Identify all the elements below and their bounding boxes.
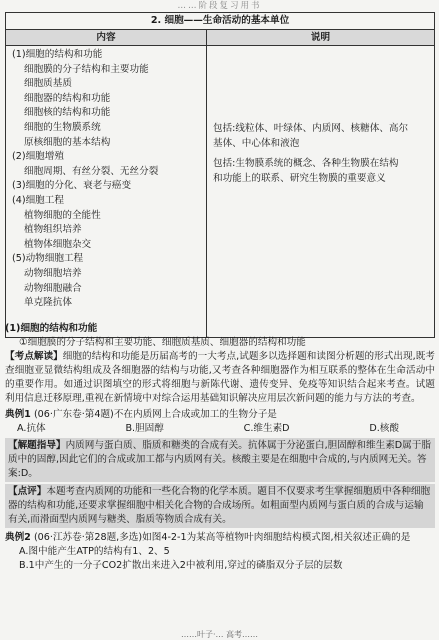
content-cell <box>6 46 207 338</box>
option-a: A.抗体 <box>17 423 46 435</box>
content-line: 植物体细胞杂交 <box>24 238 92 250</box>
example-1-source: (06·广东卷·第4题) <box>33 409 114 421</box>
content-line: (2)细胞增殖 <box>12 151 64 163</box>
content-list <box>12 48 202 311</box>
analysis-line: 分析题的形式出现,既考查细胞亚显微结构组成及各细胞器的结构与功能,又考查各 <box>5 350 435 376</box>
content-line: 细胞器的结构和功能 <box>24 92 111 104</box>
guide-line: 核酸主要是在细胞中合成的,与内质网无关。答案:D。 <box>8 454 427 480</box>
content-line: (3)细胞的分化、衰老与癌变 <box>12 180 132 192</box>
example-2-source: (06·江苏卷·第28题,多选) <box>33 531 143 543</box>
analysis-line: 种细胞器作为相互联系的整体在生命活动中的重要作用。如通过识图填空的形式将 <box>5 364 435 390</box>
content-line: 原核细胞的基本结构 <box>24 136 111 148</box>
analysis-para <box>5 350 435 406</box>
analysis-line: 视在新情境中对综合运用基础知识解决应用层次新问题的能力与方法的考查。 <box>94 392 421 404</box>
content-line: 细胞周期、有丝分裂、无丝分裂 <box>24 165 159 177</box>
guide-label: 【解题指导】 <box>8 440 66 452</box>
subhead-1: (1)细胞的结构和功能 <box>5 323 98 334</box>
header-band: ……阶段复习用书 <box>177 1 262 11</box>
column-header-content: 内容 <box>6 30 207 46</box>
content-line: 细胞质基质 <box>24 78 72 90</box>
option-b: B.胆固醇 <box>125 423 164 435</box>
review-label: 【点评】 <box>8 485 47 497</box>
syllabus-table <box>5 12 435 338</box>
example-2-option-b: B.1中产生的一分子CO2扩散出来进入2中被利用,穿过的磷脂双分子层的层数 <box>19 559 343 571</box>
content-line: 细胞膜的分子结构和主要功能 <box>24 63 149 75</box>
guide-box <box>5 438 435 482</box>
body-text <box>5 322 435 572</box>
option-d: D.核酸 <box>369 423 399 435</box>
desc-line: 包括:生物膜系统的概念、各种生物膜在结构 <box>213 158 399 170</box>
example-2-stem: 构模式图,相关叙述正确的是 <box>292 531 411 543</box>
guide-line: 白,胆固醇和维生素D属于脂质中的固醇,因此它们的合成或加工都与内质网有关。 <box>8 440 431 466</box>
example-1-stem: 不在内质网上合成或加工的生物分子是 <box>113 409 277 421</box>
content-line: 细胞的生物膜系统 <box>24 121 101 133</box>
subhead-2: ①细胞膜的分子结构和主要功能、细胞质基质、细胞器的结构和功能 <box>19 336 306 348</box>
content-line: 单克隆抗体 <box>24 297 72 309</box>
example-2-option-a: A.图中能产生ATP的结构有1、2、5 <box>19 545 170 557</box>
analysis-label: 【考点解读】 <box>5 350 63 362</box>
desc-line: 基体、中心体和液泡 <box>213 137 300 149</box>
example-2-stem: 如图4-2-1为某高等植物叶肉细胞结 <box>142 531 293 543</box>
column-header-desc: 说明 <box>207 30 435 46</box>
content-line: 动物细胞融合 <box>24 282 82 294</box>
example-1-label: 典例1 <box>5 409 31 421</box>
option-c: C.维生素D <box>243 423 290 435</box>
content-line: 植物组织培养 <box>24 224 82 236</box>
desc-cell <box>207 46 435 338</box>
content-line: (1)细胞的结构和功能 <box>12 49 103 60</box>
review-line: 质合成有关。 <box>174 513 232 525</box>
desc-line: 包括:线粒体、叶绿体、内质网、核糖体、高尔 <box>213 123 409 134</box>
content-line: 植物细胞的全能性 <box>24 209 101 221</box>
content-line: 细胞核的结构和功能 <box>24 107 111 119</box>
example-1-options <box>5 422 435 436</box>
review-line: 本题考查内质网的功能和一些化合物的化学本质。题目不仅要求考 <box>46 485 325 497</box>
example-2-label: 典例2 <box>5 531 31 543</box>
analysis-line: 细胞的结构和功能是历届高考的一大考点,试题多以选择题和读图 <box>62 350 336 362</box>
content-line: 动物细胞培养 <box>24 267 82 279</box>
desc-line: 和功能上的联系、研究生物膜的重要意义 <box>213 172 386 184</box>
analysis-line: 细胞与新陈代谢、遗传变异、免疫等知识结合起来考查。试题利用信息迁移原理,重 <box>5 378 436 404</box>
review-line: 生掌握细胞质中各种细胞器的结构和功能,还要求掌握细胞中相关化合物的合成场 <box>8 485 431 511</box>
table-title: 2. 细胞——生命活动的基本单位 <box>6 13 435 30</box>
guide-line: 内质网与蛋白质、脂质和糖类的合成有关。抗体属于分泌蛋 <box>65 440 315 452</box>
desc-notes <box>213 122 430 186</box>
review-line: 所。如粗面型内质网与蛋白质的合成与运输有关,而滑面型内质网与糖类、脂质等物 <box>8 499 424 525</box>
content-line: (5)动物细胞工程 <box>12 253 84 265</box>
example-2 <box>5 531 435 545</box>
review-box <box>5 484 435 528</box>
page-footer: ……叶子·… 高考…… <box>180 630 259 639</box>
content-line: (4)细胞工程 <box>12 194 64 206</box>
example-1 <box>5 408 435 422</box>
